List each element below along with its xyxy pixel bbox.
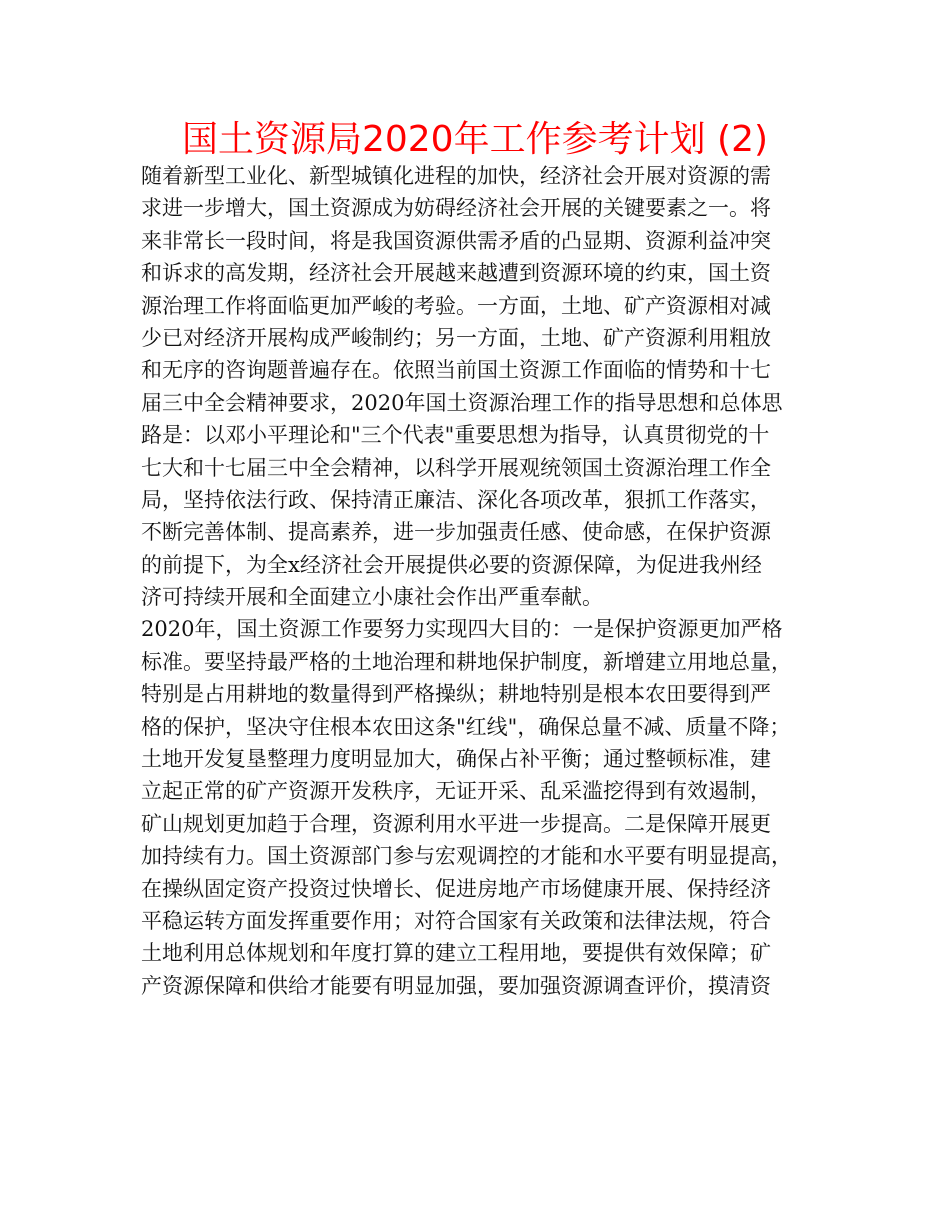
text-line: 路是：以邓小平理论和"三个代表"重要思想为指导，认真贯彻党的十 (141, 423, 770, 448)
text-line: 届三中全会精神要求，2020年国土资源治理工作的指导思想和总体思 (141, 390, 783, 415)
body-text (141, 160, 821, 1002)
text-line: 立起正常的矿产资源开发秩序，无证开采、乱采滥挖得到有效遏制， (141, 779, 771, 804)
text-line: 2020年，国土资源工作要努力实现四大目的：一是保护资源更加严格 (141, 617, 783, 642)
text-line: 格的保护，坚决守住根本农田这条"红线"，确保总量不减、质量不降； (141, 714, 791, 739)
page-title: 国土资源局2020年工作参考计划 (2) (181, 119, 769, 160)
text-line: 不断完善体制、提高素养，进一步加强责任感、使命感，在保护资源 (141, 520, 771, 545)
text-line: 加持续有力。国土资源部门参与宏观调控的才能和水平要有明显提高， (141, 844, 792, 869)
text-line: 求进一步增大，国土资源成为妨碍经济社会开展的关键要素之一。将 (141, 196, 771, 221)
text-line: 和诉求的高发期，经济社会开展越来越遭到资源环境的约束，国土资 (141, 261, 771, 286)
text-line: 土地利用总体规划和年度打算的建立工程用地，要提供有效保障；矿 (141, 941, 771, 966)
text-line: 产资源保障和供给才能要有明显加强，要加强资源调查评价，摸清资 (141, 973, 771, 998)
text-line: 局，坚持依法行政、保持清正廉洁、深化各项改革，狠抓工作落实， (141, 487, 771, 512)
text-line: 特别是占用耕地的数量得到严格操纵；耕地特别是根本农田要得到严 (141, 682, 771, 707)
text-line: 随着新型工业化、新型城镇化进程的加快，经济社会开展对资源的需 (141, 164, 771, 188)
text-line: 来非常长一段时间，将是我国资源供需矛盾的凸显期、资源利益冲突 (141, 228, 771, 253)
text-line: 标准。要坚持最严格的土地治理和耕地保护制度，新增建立用地总量， (141, 649, 792, 674)
text-line: 源治理工作将面临更加严峻的考验。一方面，土地、矿产资源相对减 (141, 293, 771, 318)
text-line: 矿山规划更加趋于合理，资源利用水平进一步提高。二是保障开展更 (141, 811, 771, 836)
text-line: 平稳运转方面发挥重要作用；对符合国家有关政策和法律法规，符合 (141, 908, 771, 933)
text-line: 少已对经济开展构成严峻制约；另一方面，土地、矿产资源利用粗放 (141, 325, 771, 350)
text-line: 土地开发复垦整理力度明显加大，确保占补平衡；通过整顿标准，建 (141, 747, 771, 772)
text-line: 在操纵固定资产投资过快增长、促进房地产市场健康开展、保持经济 (141, 876, 771, 901)
text-line: 七大和十七届三中全会精神，以科学开展观统领国土资源治理工作全 (141, 455, 771, 480)
text-line: 和无序的咨询题普遍存在。依照当前国土资源工作面临的情势和十七 (141, 358, 771, 383)
text-line: 济可持续开展和全面建立小康社会作出严重奉献。 (141, 585, 603, 610)
text-line: 的前提下，为全x经济社会开展提供必要的资源保障，为促进我州经 (141, 552, 762, 577)
